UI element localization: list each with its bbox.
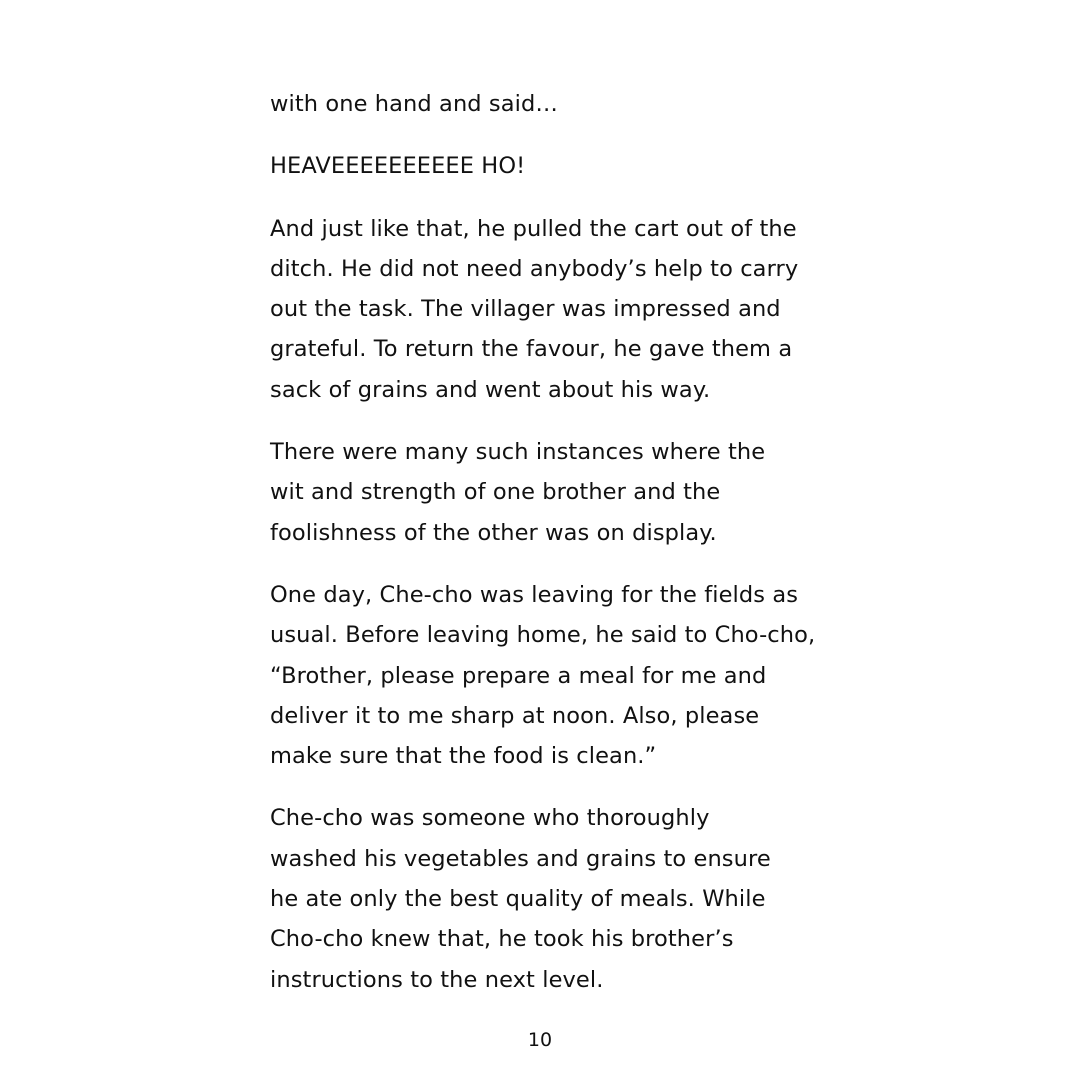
paragraph-6: Che-cho was someone who thoroughly washed his vegetables and grains to ensure he ate only the best quality of meals. While Cho-cho knew that, he took his brother’s instructions to the next level. bbox=[270, 805, 771, 993]
paragraph-2: HEAVEEEEEEEEEE HO! bbox=[270, 153, 526, 180]
paragraph-1: with one hand and said… bbox=[270, 91, 558, 117]
paragraph-4: There were many such instances where the wit and strength of one brother and the foolishness of the other was on display. bbox=[270, 439, 766, 546]
story-text bbox=[270, 84, 830, 1022]
page-number: 10 bbox=[527, 1029, 553, 1051]
paragraph-3: And just like that, he pulled the cart out of the ditch. He did not need anybody’s help to carry out the task. The villager was impressed and grateful. To return the favour, he gave them a sack of grains and went about his way. bbox=[270, 215, 799, 403]
paragraph-5: One day, Che-cho was leaving for the fields as usual. Before leaving home, he said to Cho-cho, “Brother, please prepare a meal for me and deliver it to me sharp at noon. Also, please make sure that the food is clean.” bbox=[270, 581, 816, 770]
